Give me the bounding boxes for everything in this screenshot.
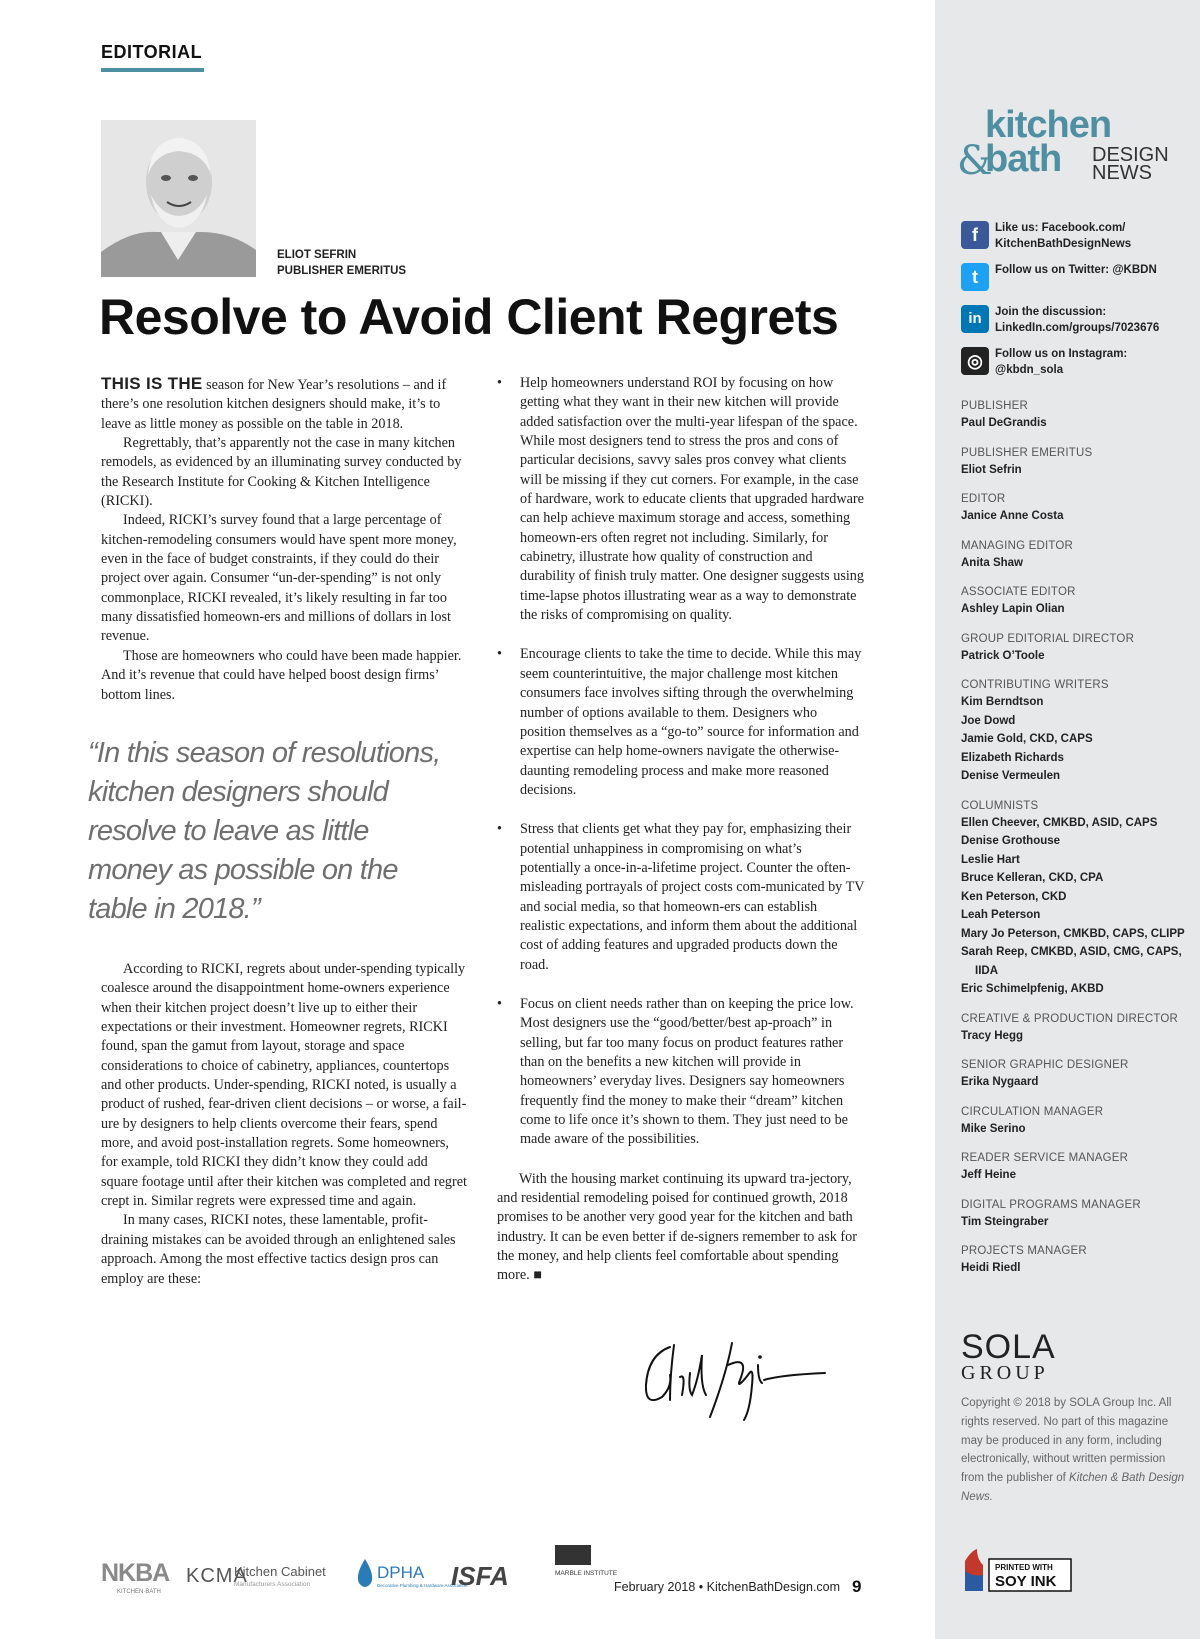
svg-text:DPHA: DPHA bbox=[377, 1563, 425, 1582]
folio: February 2018 • KitchenBathDesign.com bbox=[614, 1580, 841, 1594]
staff-name: Patrick O’Toole bbox=[961, 649, 1045, 662]
article-column-1-top bbox=[101, 374, 468, 705]
staff-name: Denise Grothouse bbox=[961, 835, 1061, 847]
svg-text:PRINTED WITH: PRINTED WITH bbox=[995, 1563, 1053, 1572]
staff-name: Kim Berndtson bbox=[961, 696, 1044, 708]
svg-text:MARBLE INSTITUTE: MARBLE INSTITUTE bbox=[555, 1570, 618, 1577]
bullet-marker: • bbox=[497, 995, 502, 1012]
article-column-2 bbox=[497, 374, 865, 1286]
soy-ink-badge bbox=[961, 1547, 1073, 1593]
sola-group-logo: SOLA GROUP bbox=[961, 1328, 1056, 1384]
bullet-marker: • bbox=[497, 821, 502, 838]
copyright-notice: Copyright © 2018 by SOLA Group Inc. All rights reserved. No part of this magazine may be produced in any form, including electronically, without written permission from the publisher of Kitchen & Bath Design News. bbox=[961, 1397, 1185, 1503]
svg-text:Decorative Plumbing & Hardware: Decorative Plumbing & Hardware Association bbox=[377, 1583, 468, 1588]
bullet-item: • Stress that clients get what they pay for, emphasizing their potential unhappiness in compromising on what’s potentially a once-in-a-lifetime project. Counter the often-misleading portrayals of project costs com-municated by TV and social media, so that homeown-ers can establish realistic expectations, and inform them about the additional cost of adding features and upgraded products down the road. bbox=[497, 821, 865, 973]
twitter-icon: t bbox=[961, 263, 989, 291]
staff-role: CREATIVE & PRODUCTION DIRECTOR bbox=[961, 1012, 1179, 1025]
staff-role: MANAGING EDITOR bbox=[961, 539, 1074, 552]
staff-name: Bruce Kelleran, CKD, CPA bbox=[961, 872, 1104, 884]
lead-in: THIS IS THE bbox=[101, 374, 203, 393]
staff-name: Jamie Gold, CKD, CAPS bbox=[961, 733, 1093, 745]
staff-name: Ken Peterson, CKD bbox=[961, 890, 1067, 903]
staff-role: GROUP EDITORIAL DIRECTOR bbox=[961, 632, 1135, 645]
staff-name: Mary Jo Peterson, CMKBD, CAPS, CLIPP bbox=[961, 927, 1185, 940]
staff-name: Anita Shaw bbox=[961, 556, 1023, 569]
staff-name: Tracy Hegg bbox=[961, 1029, 1023, 1042]
staff-role: CIRCULATION MANAGER bbox=[961, 1105, 1104, 1118]
staff-name: Janice Anne Costa bbox=[961, 510, 1064, 522]
pull-quote: “In this season of resolutions, kitchen designers should resolve to leave as little money as possible on the table in 2018.” bbox=[88, 737, 441, 925]
staff-name: Jeff Heine bbox=[961, 1169, 1016, 1181]
staff-name: Leah Peterson bbox=[961, 909, 1041, 921]
staff-role: PROJECTS MANAGER bbox=[961, 1245, 1087, 1257]
instagram-icon: ◎ bbox=[961, 347, 989, 375]
isfa-logo bbox=[451, 1561, 509, 1591]
article-paragraph: In many cases, RICKI notes, these lamentable, profit-draining mistakes can be avoided through an enlightened sales approach. Among the most effective tactics design pros can employ are these: bbox=[101, 1212, 456, 1287]
staff-name: Heidi Riedl bbox=[961, 1262, 1021, 1274]
bullet-item: • Help homeowners understand ROI by focusing on how getting what they want in their new kitchen will provide added satisfaction over the multi-year lifespan of the space. While most designers tend to stress the pros and cons of particular decisions, savvy sales pros convey what clients will be missing if they cut corners. For example, in the case of hardware, work to educate clients that upgraded hardware can help achieve maximum storage and access, something homeown-ers often regret not including. Similarly, for cabinetry, illustrate how quality of construction and durability of finish truly matter. One designer suggests using time-lapse photos illustrating wear as a way to demonstrate the risks of compromising on quality. bbox=[497, 375, 864, 624]
author-title: PUBLISHER EMERITUS bbox=[277, 265, 407, 277]
closing-paragraph: With the housing market continuing its upward tra-jectory, and residential remodeling poised for continued growth, 2018 promises to be another very good year for the kitchen and bath industry. It can be even better if de-signers remember to ask for the money, and help clients feel comfortable about spending more. ■ bbox=[497, 1170, 857, 1284]
staff-name: Denise Vermeulen bbox=[961, 770, 1061, 782]
masthead-sidebar: kitchen & bath DESIGN NEWS f Like us: Facebook.com/ KitchenBathDesignNews t Follow us on Twitter: @KBDN in Join the discussion: LinkedIn.com/groups/7023676 ◎ Follow us on Instagram: @kbdn_sola PUBLISHER Paul DeGrandis PUBLISHER EMERITUS Eliot Sefrin EDITOR Janice Anne Costa MANAGING EDITOR Anita Shaw ASSOCIATE EDITOR Ashley Lapin Olian GROUP EDITORIAL DIRECTOR Patrick O’Toole CONTRIBUTING WRITERS Kim Berndtson Joe Dowd Jamie Gold, CKD, CAPS Elizabeth Richards Denise Vermeulen COLUMNISTS Ellen Cheever, CMKBD, ASID, CAPS Denise Grothouse Leslie Hart Bruce Kelleran, CKD, CPA Ken Peterson, CKD Leah Peterson Mary Jo Peterson, CMKBD, CAPS, CLIPP Sarah Reep, CMKBD, ASID, CMG, CAPS, IIDA Eric Schimelpfenig, AKBD CREATIVE & PRODUCTION DIRECTOR Tracy Hegg SENIOR GRAPHIC DESIGNER Erika Nygaard CIRCULATION MANAGER Mike Serino READER SERVICE MANAGER Jeff Heine DIGITAL PROGRAMS MANAGER Tim Steingraber PROJECTS MANAGER Heidi Riedl SOLA GROUP Copyright © 2018 by SOLA Group Inc. All rights reserved. No part of this magazine may be produced in any form, including electronically, without written permission from the publisher of Kitchen & Bath Design News. PRINTED WITH SOY INK bbox=[935, 0, 1200, 1639]
staff-role: ASSOCIATE EDITOR bbox=[961, 586, 1076, 598]
staff-name: Elizabeth Richards bbox=[961, 751, 1064, 764]
author-photo bbox=[101, 120, 256, 277]
staff-role: SENIOR GRAPHIC DESIGNER bbox=[961, 1059, 1129, 1071]
linkedin-icon: in bbox=[961, 305, 989, 333]
nkba-logo bbox=[101, 1559, 170, 1595]
section-underline bbox=[101, 68, 204, 72]
staff-name: Eliot Sefrin bbox=[961, 463, 1022, 476]
article-paragraph: Indeed, RICKI’s survey found that a large percentage of kitchen-remodeling consumers would have spent more money, even in the face of budget constraints, if they could do their project over again. Consumer “un-der-spending” is not only commonplace, RICKI revealed, it’s likely resulting in far too many dissatisfied homeown-ers and millions of dollars in lost revenue. bbox=[101, 512, 457, 645]
staff-role: READER SERVICE MANAGER bbox=[961, 1152, 1129, 1164]
svg-text:Kitchen Cabinet: Kitchen Cabinet bbox=[234, 1564, 326, 1579]
staff-role: EDITOR bbox=[961, 493, 1006, 505]
svg-text:ISFA: ISFA bbox=[451, 1561, 509, 1591]
svg-text:KITCHEN·BATH: KITCHEN·BATH bbox=[117, 1589, 161, 1595]
article-paragraph: Those are homeowners who could have been made happier. And it’s revenue that could have helped boost design firms’ bottom lines. bbox=[101, 647, 462, 703]
bullet-marker: • bbox=[497, 646, 502, 663]
kcma-logo bbox=[186, 1564, 326, 1588]
staff-role: PUBLISHER EMERITUS bbox=[961, 446, 1093, 459]
staff-name: Mike Serino bbox=[961, 1122, 1026, 1135]
byline bbox=[277, 247, 406, 279]
staff-name: Eric Schimelpfenig, AKBD bbox=[961, 983, 1104, 995]
section-label: EDITORIAL bbox=[101, 42, 203, 62]
svg-text:SOY INK: SOY INK bbox=[995, 1573, 1057, 1590]
article-paragraph: According to RICKI, regrets about under-spending typically coalesce around the disappointment home-owners experience when their kitchen project doesn’t live up to either their expectations or their investment. Homeowner regrets, RICKI found, span the gamut from layout, storage and space considerations to choice of cabinetry, appliances, countertops and other products. Under-spending, RICKI noted, is usually a product of rushed, fear-driven client decisions – or worse, a fail-ure by designers to help clients overcome their fears, spend more, and avoid post-installation regrets. Some homeowners, for example, told RICKI they didn’t know they could add square footage until after their kitchen was completed and regret crept in. Similar regrets were expressed time and again. bbox=[101, 961, 467, 1210]
marble-institute-logo bbox=[555, 1545, 618, 1577]
article-column-1-bottom bbox=[101, 960, 468, 1289]
staff-name: Joe Dowd bbox=[961, 714, 1016, 727]
article-paragraph: THIS IS THE season for New Year’s resolutions – and if there’s one resolution kitchen designers should make, it’s to leave as little money as possible on the table in 2018. bbox=[101, 374, 447, 432]
author-name: ELIOT SEFRIN bbox=[277, 249, 357, 261]
staff-name: Paul DeGrandis bbox=[961, 417, 1047, 429]
svg-text:Manufacturers Association: Manufacturers Association bbox=[234, 1581, 311, 1588]
staff-name: Leslie Hart bbox=[961, 853, 1020, 866]
bullet-marker: • bbox=[497, 375, 502, 391]
svg-text:NKBA: NKBA bbox=[101, 1559, 170, 1587]
signature bbox=[640, 1335, 825, 1425]
bullet-item: • Focus on client needs rather than on keeping the price low. Most designers use the “good/better/best ap-proach” in selling, but far too many focus on product features rather than on the benefits a new kitchen will provide in homeowners’ everyday lives. Designers say homeowners frequently find the money to make their “dream” kitchen come to life once it’s shown to them. They just need to be made aware of the possibilities. bbox=[497, 995, 854, 1148]
staff-role: PUBLISHER bbox=[961, 400, 1028, 412]
staff-role: COLUMNISTS bbox=[961, 799, 1039, 812]
page-number: 9 bbox=[852, 1577, 862, 1596]
staff-name: Tim Steingraber bbox=[961, 1215, 1049, 1228]
staff-name: Ashley Lapin Olian bbox=[961, 603, 1065, 615]
staff-name: Ellen Cheever, CMKBD, ASID, CAPS bbox=[961, 816, 1158, 829]
article-paragraph: Regrettably, that’s apparently not the case in many kitchen remodels, as evidenced by an illuminating survey conducted by the Research Institute for Cooking & Kitchen Intelligence (RICKI). bbox=[101, 435, 462, 510]
facebook-icon: f bbox=[961, 221, 989, 249]
svg-text:KCMA: KCMA bbox=[186, 1565, 248, 1587]
staff-name: Sarah Reep, CMKBD, ASID, CMG, CAPS, IIDA bbox=[961, 946, 1182, 977]
staff-list bbox=[961, 398, 1196, 1278]
headline: Resolve to Avoid Client Regrets bbox=[99, 289, 839, 345]
kbdn-logo: kitchen & bath DESIGN NEWS bbox=[957, 104, 1169, 184]
staff-role: DIGITAL PROGRAMS MANAGER bbox=[961, 1198, 1141, 1211]
bullet-item: • Encourage clients to take the time to decide. While this may seem counterintuitive, the major challenge most kitchen consumers face involves sifting through the overwhelming number of options available to them. Designers who position themselves as a “go-to” source for information and expertise can help home-owners navigate the otherwise-daunting remodeling process and make more reasoned decisions. bbox=[497, 646, 862, 798]
staff-name: Erika Nygaard bbox=[961, 1076, 1039, 1088]
association-logos bbox=[101, 1545, 618, 1597]
staff-role: CONTRIBUTING WRITERS bbox=[961, 679, 1109, 691]
